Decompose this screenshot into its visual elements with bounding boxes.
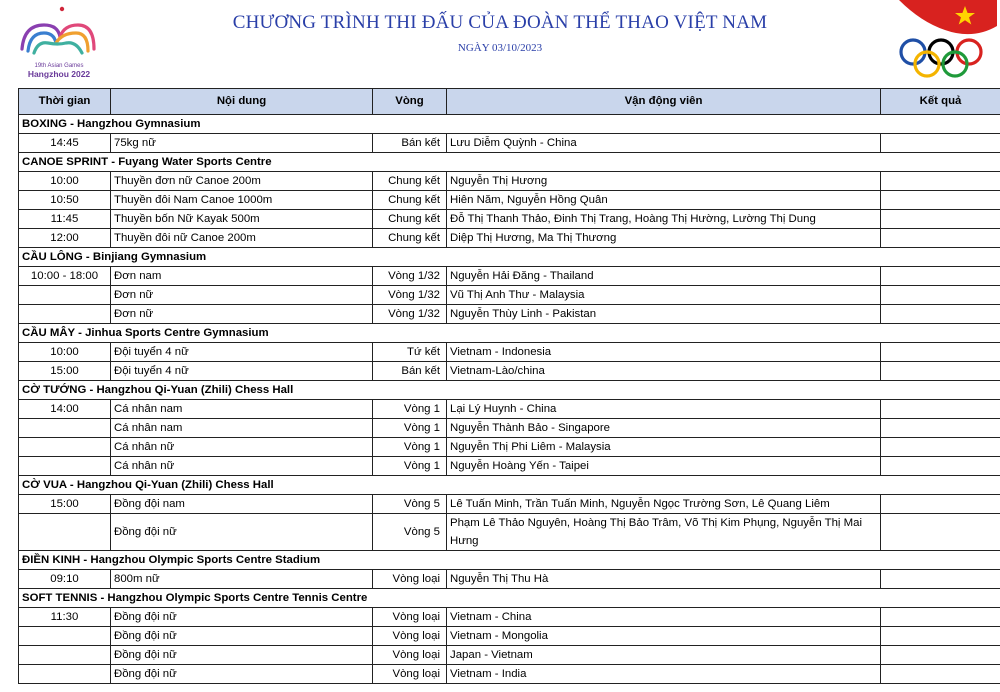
athletes-cell: Vietnam-Lào/china: [447, 362, 881, 381]
result-cell: [881, 267, 1000, 286]
result-cell: [881, 286, 1000, 305]
round-cell: Chung kết: [373, 191, 447, 210]
result-cell: [881, 514, 1000, 551]
time-cell: 14:45: [19, 134, 111, 153]
table-row: [19, 400, 1000, 419]
athletes-cell: Hiên Năm, Nguyễn Hồng Quân: [447, 191, 881, 210]
result-cell: [881, 665, 1000, 684]
result-cell: [881, 457, 1000, 476]
table-row: [19, 305, 1000, 324]
result-cell: [881, 210, 1000, 229]
section-title: CỜ TƯỚNG - Hangzhou Qi-Yuan (Zhili) Chess Hall: [19, 381, 1000, 400]
time-cell: [19, 305, 111, 324]
round-cell: Bán kết: [373, 134, 447, 153]
round-cell: Vòng 1/32: [373, 267, 447, 286]
athletes-cell: Nguyễn Thị Phi Liêm - Malaysia: [447, 438, 881, 457]
section-title: CẦU MÂY - Jinhua Sports Centre Gymnasium: [19, 324, 1000, 343]
table-row: [19, 362, 1000, 381]
section-header-row: [19, 115, 1000, 134]
col-header-result: Kết quả: [881, 89, 1000, 115]
athletes-cell: Vietnam - Indonesia: [447, 343, 881, 362]
logo-caption-1: 19th Asian Games: [34, 63, 84, 69]
table-row: [19, 286, 1000, 305]
result-cell: [881, 608, 1000, 627]
result-cell: [881, 400, 1000, 419]
event-cell: Đồng đội nữ: [111, 646, 373, 665]
athletes-cell: Lưu Diễm Quỳnh - China: [447, 134, 881, 153]
event-cell: 75kg nữ: [111, 134, 373, 153]
event-cell: Cá nhân nữ: [111, 438, 373, 457]
round-cell: Vòng 1: [373, 457, 447, 476]
table-row: [19, 172, 1000, 191]
time-cell: 12:00: [19, 229, 111, 248]
section-title: SOFT TENNIS - Hangzhou Olympic Sports Centre Tennis Centre: [19, 589, 1000, 608]
result-cell: [881, 305, 1000, 324]
result-cell: [881, 134, 1000, 153]
time-cell: [19, 457, 111, 476]
result-cell: [881, 627, 1000, 646]
time-cell: [19, 627, 111, 646]
result-cell: [881, 570, 1000, 589]
round-cell: Vòng 1: [373, 419, 447, 438]
event-cell: Đơn nữ: [111, 286, 373, 305]
round-cell: Vòng 5: [373, 495, 447, 514]
event-cell: Thuyền bốn Nữ Kayak 500m: [111, 210, 373, 229]
event-cell: Đội tuyển 4 nữ: [111, 362, 373, 381]
table-row: [19, 627, 1000, 646]
time-cell: [19, 514, 111, 551]
section-header-row: [19, 248, 1000, 267]
section-title: ĐIỀN KINH - Hangzhou Olympic Sports Centre Stadium: [19, 551, 1000, 570]
table-row: [19, 134, 1000, 153]
athletes-cell: Nguyễn Thành Bảo - Singapore: [447, 419, 881, 438]
event-cell: 800m nữ: [111, 570, 373, 589]
athletes-cell: Nguyễn Thùy Linh - Pakistan: [447, 305, 881, 324]
event-cell: Thuyền đôi nữ Canoe 200m: [111, 229, 373, 248]
table-row: [19, 419, 1000, 438]
event-cell: Thuyền đôi Nam Canoe 1000m: [111, 191, 373, 210]
time-cell: [19, 665, 111, 684]
result-cell: [881, 362, 1000, 381]
section-header-row: [19, 589, 1000, 608]
athletes-cell: Vietnam - Mongolia: [447, 627, 881, 646]
athletes-cell: Vũ Thị Anh Thư - Malaysia: [447, 286, 881, 305]
round-cell: Chung kết: [373, 172, 447, 191]
time-cell: 09:10: [19, 570, 111, 589]
col-header-athletes: Vận động viên: [447, 89, 881, 115]
result-cell: [881, 646, 1000, 665]
time-cell: [19, 646, 111, 665]
table-row: [19, 210, 1000, 229]
event-cell: Đơn nam: [111, 267, 373, 286]
event-cell: Cá nhân nữ: [111, 457, 373, 476]
time-cell: 15:00: [19, 495, 111, 514]
athletes-cell: Japan - Vietnam: [447, 646, 881, 665]
result-cell: [881, 343, 1000, 362]
time-cell: 10:00: [19, 172, 111, 191]
round-cell: Vòng loại: [373, 665, 447, 684]
round-cell: Vòng 1/32: [373, 286, 447, 305]
round-cell: Vòng 1: [373, 438, 447, 457]
section-header-row: [19, 476, 1000, 495]
time-cell: 11:30: [19, 608, 111, 627]
table-row: [19, 191, 1000, 210]
table-row: [19, 665, 1000, 684]
table-row: [19, 646, 1000, 665]
section-header-row: [19, 153, 1000, 172]
event-cell: Đồng đội nữ: [111, 514, 373, 551]
table-row: [19, 343, 1000, 362]
time-cell: [19, 438, 111, 457]
round-cell: Vòng 1: [373, 400, 447, 419]
athletes-cell: Lê Tuấn Minh, Trần Tuấn Minh, Nguyễn Ngọc Trường Sơn, Lê Quang Liêm: [447, 495, 881, 514]
section-title: BOXING - Hangzhou Gymnasium: [19, 115, 1000, 134]
time-cell: 14:00: [19, 400, 111, 419]
athletes-cell: Lại Lý Huynh - China: [447, 400, 881, 419]
result-cell: [881, 191, 1000, 210]
event-cell: Đội tuyển 4 nữ: [111, 343, 373, 362]
event-cell: Thuyền đơn nữ Canoe 200m: [111, 172, 373, 191]
athletes-cell: Đỗ Thị Thanh Thảo, Đinh Thị Trang, Hoàng Thị Hường, Lường Thị Dung: [447, 210, 881, 229]
time-cell: 15:00: [19, 362, 111, 381]
table-row: [19, 514, 1000, 551]
athletes-cell: Nguyễn Thị Hương: [447, 172, 881, 191]
time-cell: 10:50: [19, 191, 111, 210]
event-cell: Cá nhân nam: [111, 419, 373, 438]
result-cell: [881, 229, 1000, 248]
result-cell: [881, 495, 1000, 514]
round-cell: Chung kết: [373, 229, 447, 248]
page-header: [0, 0, 1000, 86]
col-header-round: Vòng: [373, 89, 447, 115]
result-cell: [881, 172, 1000, 191]
athletes-cell: Vietnam - China: [447, 608, 881, 627]
table-row: [19, 438, 1000, 457]
section-header-row: [19, 324, 1000, 343]
vietnam-olympic-logo-icon: [893, 0, 997, 80]
table-row: [19, 570, 1000, 589]
page-date: NGÀY 03/10/2023: [457, 42, 543, 54]
time-cell: [19, 286, 111, 305]
result-cell: [881, 438, 1000, 457]
section-title: CỜ VUA - Hangzhou Qi-Yuan (Zhili) Chess Hall: [19, 476, 1000, 495]
round-cell: Vòng loại: [373, 570, 447, 589]
event-cell: Đồng đội nữ: [111, 665, 373, 684]
event-cell: Đơn nữ: [111, 305, 373, 324]
event-cell: Cá nhân nam: [111, 400, 373, 419]
col-header-time: Thời gian: [19, 89, 111, 115]
page-title: CHƯƠNG TRÌNH THI ĐẤU CỦA ĐOÀN THỂ THAO VIỆT NAM: [232, 12, 768, 33]
result-cell: [881, 419, 1000, 438]
athletes-cell: Diệp Thị Hương, Ma Thị Thương: [447, 229, 881, 248]
table-row: [19, 267, 1000, 286]
round-cell: Vòng 5: [373, 514, 447, 551]
col-header-event: Nội dung: [111, 89, 373, 115]
section-header-row: [19, 381, 1000, 400]
time-cell: [19, 419, 111, 438]
athletes-cell: Nguyễn Hoàng Yến - Taipei: [447, 457, 881, 476]
time-cell: 10:00: [19, 343, 111, 362]
athletes-cell: Nguyễn Hải Đăng - Thailand: [447, 267, 881, 286]
schedule-body: [19, 115, 1000, 684]
section-title: CANOE SPRINT - Fuyang Water Sports Centre: [19, 153, 1000, 172]
round-cell: Bán kết: [373, 362, 447, 381]
athletes-cell: Nguyễn Thị Thu Hà: [447, 570, 881, 589]
round-cell: Vòng loại: [373, 646, 447, 665]
round-cell: Tứ kết: [373, 343, 447, 362]
table-row: [19, 457, 1000, 476]
table-row: [19, 608, 1000, 627]
schedule-table: [18, 88, 1000, 684]
round-cell: Chung kết: [373, 210, 447, 229]
section-title: CẦU LÔNG - Binjiang Gymnasium: [19, 248, 1000, 267]
table-row: [19, 495, 1000, 514]
time-cell: 11:45: [19, 210, 111, 229]
round-cell: Vòng loại: [373, 627, 447, 646]
round-cell: Vòng 1/32: [373, 305, 447, 324]
section-header-row: [19, 551, 1000, 570]
athletes-cell: Phạm Lê Thảo Nguyên, Hoàng Thị Bảo Trâm, Võ Thị Kim Phụng, Nguyễn Thị Mai Hưng: [447, 514, 881, 551]
round-cell: Vòng loại: [373, 608, 447, 627]
event-cell: Đồng đội nữ: [111, 627, 373, 646]
time-cell: 10:00 - 18:00: [19, 267, 111, 286]
athletes-cell: Vietnam - India: [447, 665, 881, 684]
table-row: [19, 229, 1000, 248]
logo-caption-2: Hangzhou 2022: [27, 69, 91, 79]
event-cell: Đồng đội nam: [111, 495, 373, 514]
event-cell: Đồng đội nữ: [111, 608, 373, 627]
table-header-row: [19, 89, 1000, 115]
